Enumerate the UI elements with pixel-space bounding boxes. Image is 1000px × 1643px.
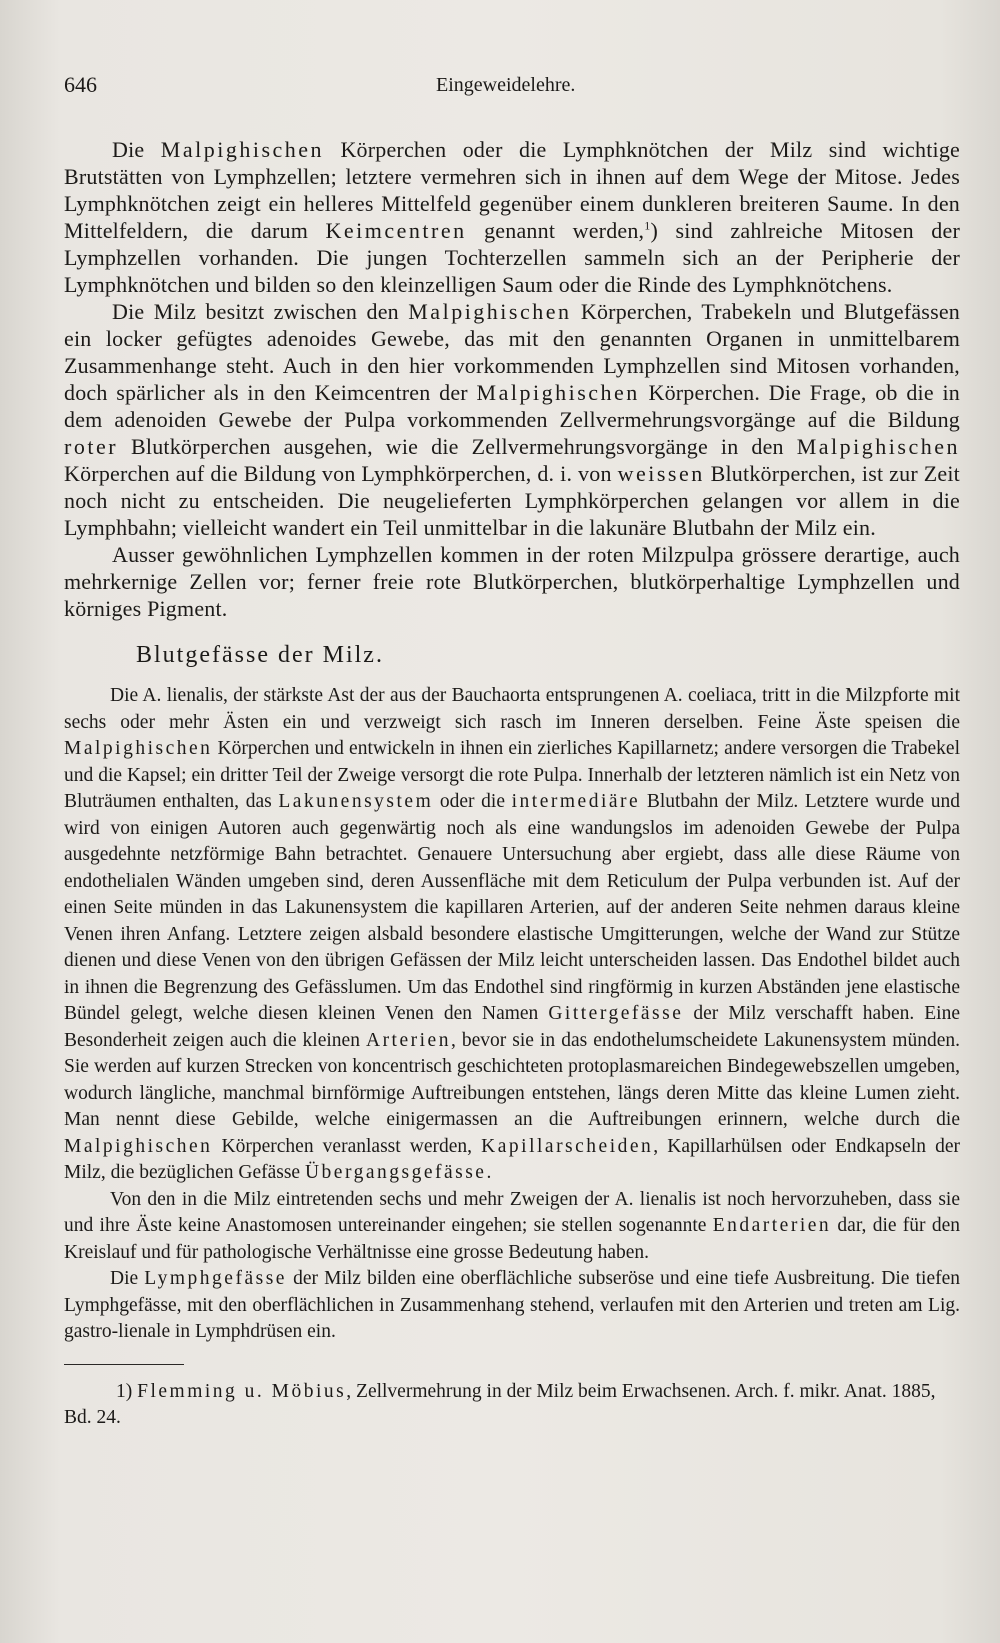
- footnote-ref: 1: [644, 218, 651, 233]
- spaced-term: Malpighischen: [408, 299, 572, 324]
- spaced-term: Kapillarscheiden: [481, 1135, 654, 1157]
- spaced-term: Endarterien: [712, 1215, 832, 1236]
- text-run: Blutkörperchen ausgehen, wie die Zellvermehrungsvorgänge in den: [118, 434, 797, 459]
- section-heading: Blutgefässe der Milz.: [136, 642, 384, 668]
- text-run: genannt werden,: [466, 218, 645, 243]
- text-run: ): [125, 1380, 138, 1402]
- spaced-term: Flemming u. Möbius: [137, 1380, 347, 1402]
- page-number: 646: [64, 72, 97, 97]
- text-run: .: [486, 1162, 492, 1183]
- spaced-term: Malpighischen: [64, 738, 213, 759]
- text-run: oder die: [433, 791, 512, 812]
- text-run: ) sind zahlreiche Mitosen der Lymphzellen vorhanden. Die jungen Tochterzellen sammeln sich an der Peripherie der Lymphknötchen und bilden so den kleinzelligen Saum oder die Rinde des Lymphknötchens.: [64, 218, 960, 297]
- page-header: [64, 72, 960, 112]
- spaced-term: intermediäre: [511, 791, 641, 812]
- spaced-term: Keimcentren: [325, 218, 467, 243]
- text-run: Körperchen veranlasst werden,: [212, 1135, 482, 1157]
- paragraph-2: [64, 298, 960, 541]
- spaced-term: Arterien: [365, 1029, 451, 1051]
- spaced-term: roter: [64, 434, 119, 459]
- main-text: [64, 136, 960, 1431]
- text-run: der Milz verschafft haben. Eine Besonderheit zeigen auch die kleinen: [64, 1003, 961, 1051]
- text-run: Blutbahn der Milz. Letztere wurde und wird von einigen Autoren auch gegenwärtig noch als eine wandungslos im adenoiden Gewebe der Pulpa ausgedehnte netzförmige Bahn betrachtet. Genauere Untersuchung aber ergiebt, dass alle diese Räume von endothelialen Wänden umgeben sind, deren Aussenfläche mit dem Reticulum der Pulpa verbunden ist. Auf der einen Seite münden in das Lakunensystem die kapillaren Arterien, auf der anderen Seite nehmen daraus kleine Venen ihren Anfang. Letztere zeigen alsbald besondere elastische Umgitterungen, welche der Wand zur Stütze dienen und diese Venen von den übrigen Gefässen der Milz leicht unterscheiden lassen. Das Endothel bildet auch in ihnen die Begrenzung des Gefässlumen. Um das Endothel sind ringförmig in kurzen Abständen jene elastische Bündel gelegt, welche diesen kleinen Venen den Namen: [64, 791, 960, 1024]
- spaced-term: weissen: [617, 461, 705, 486]
- spaced-term: Lakunensystem: [278, 791, 434, 812]
- text-run: dar, die für den Kreislauf und für pathologische Verhältnisse eine grosse Bedeutung haben.: [64, 1215, 960, 1263]
- footnote-mark: 1: [116, 1380, 126, 1402]
- text-run: Körperchen auf die Bildung von Lymphkörperchen, d. i. von: [64, 461, 618, 486]
- spaced-term: Gittergefässe: [548, 1003, 684, 1024]
- running-head: Eingeweidelehre.: [436, 74, 576, 96]
- text-run: Körperchen oder die Lymphknötchen der Milz sind wichtige Brutstätten von Lymphzellen; letztere vermehren sich in ihnen auf dem Wege der Mitose. Jedes Lymphknötchen zeigt ein helleres Mittelfeld gegenüber einem dunkleren breiteren Saume. In den Mittelfeldern, die darum: [64, 137, 960, 243]
- text-run: Die: [112, 137, 161, 162]
- text-run: der Milz bilden eine oberflächliche subseröse und eine tiefe Ausbreitung. Die tiefen Lymphgefässe, mit den oberflächlichen in Zusammenhang stehend, verlaufen mit den Arterien und treten am Lig. gastro-lienale in Lymphdrüsen ein.: [64, 1268, 960, 1342]
- text-run: Blutkörperchen, ist zur Zeit noch nicht zu entscheiden. Die neugelieferten Lymphkörperchen gelangen vor allem in die Lymphbahn; vielleicht wandert ein Teil unmittelbar in die lakunäre Blutbahn der Milz ein.: [64, 461, 960, 540]
- text-run: Körperchen. Die Frage, ob die in dem adenoiden Gewebe der Pulpa vorkommenden Zellvermehrungsvorgänge auf die Bildung: [64, 380, 960, 432]
- footnote-divider: [64, 1364, 184, 1365]
- text-run: Körperchen, Trabekeln und Blutgefässen ein locker gefügtes adenoides Gewebe, das mit den genannten Organen in unmittelbarem Zusammenhange steht. Auch in den hier vorkommenden Lymphzellen sind Mitosen vorhanden, doch spärlicher als in den Keimcentren der: [64, 299, 960, 405]
- paragraph-3: Ausser gewöhnlichen Lymphzellen kommen in der roten Milzpulpa grössere derartige, auch mehrkernige Zellen vor; ferner freie rote Blutkörperchen, blutkörperhaltige Lymphzellen und körniges Pigment.: [64, 542, 960, 621]
- spaced-term: Malpighischen: [796, 434, 960, 459]
- text-run: , Kapillarhülsen oder Endkapseln der Milz, die bezüglichen Gefässe: [64, 1135, 960, 1183]
- spaced-term: Malpighischen: [160, 137, 325, 162]
- paragraph-6: [64, 1266, 960, 1346]
- spaced-term: Malpighischen: [64, 1135, 213, 1157]
- paragraph-4: [64, 683, 960, 1187]
- text-run: Die A. lienalis, der stärkste Ast der aus der Bauchaorta entsprungenen A. coeliaca, tritt in die Milzpforte mit sechs oder mehr Ästen ein und verzweigt sich rasch im Inneren derselben. Feine Äste speisen die: [64, 685, 960, 733]
- spaced-term: Übergangsgefässe: [304, 1162, 487, 1183]
- text-run: Körperchen und entwickeln in ihnen ein zierliches Kapillarnetz; andere versorgen die Trabekel und die Kapsel; ein dritter Teil der Zweige versorgt die rote Pulpa. Innerhalb der letzteren nämlich ist ein Netz von Bluträumen enthalten, das: [64, 738, 960, 812]
- text-run: Von den in die Milz eintretenden sechs und mehr Zweigen der A. lienalis ist noch hervorzuheben, dass sie und ihre Äste keine Anastomosen untereinander eingehen; sie stellen sogenannte: [64, 1188, 960, 1236]
- text-run: , bevor sie in das endothelumscheidete Lakunensystem münden. Sie werden auf kurzen Strecken von koncentrisch geschichteten protoplasmareichen Bindegewebszellen umgeben, wodurch längliche, manchmal birnförmige Auftreibungen entstehen, längs deren Mitte das kleine Lumen zieht. Man nennt diese Gebilde, welche einigermassen an die Auftreibungen erinnern, welche durch die: [64, 1029, 960, 1130]
- spaced-term: Malpighischen: [476, 380, 640, 405]
- text-run: Die: [110, 1268, 145, 1289]
- paragraph-1: [64, 136, 960, 298]
- text-run: , Zellvermehrung in der Milz beim Erwachsenen. Arch. f. mikr. Anat. 1885, Bd. 24.: [64, 1380, 936, 1428]
- text-run: Die Milz besitzt zwischen den: [112, 299, 409, 324]
- paragraph-5: [64, 1187, 960, 1267]
- spaced-term: Lymphgefässe: [144, 1268, 287, 1289]
- footnote: [64, 1379, 960, 1431]
